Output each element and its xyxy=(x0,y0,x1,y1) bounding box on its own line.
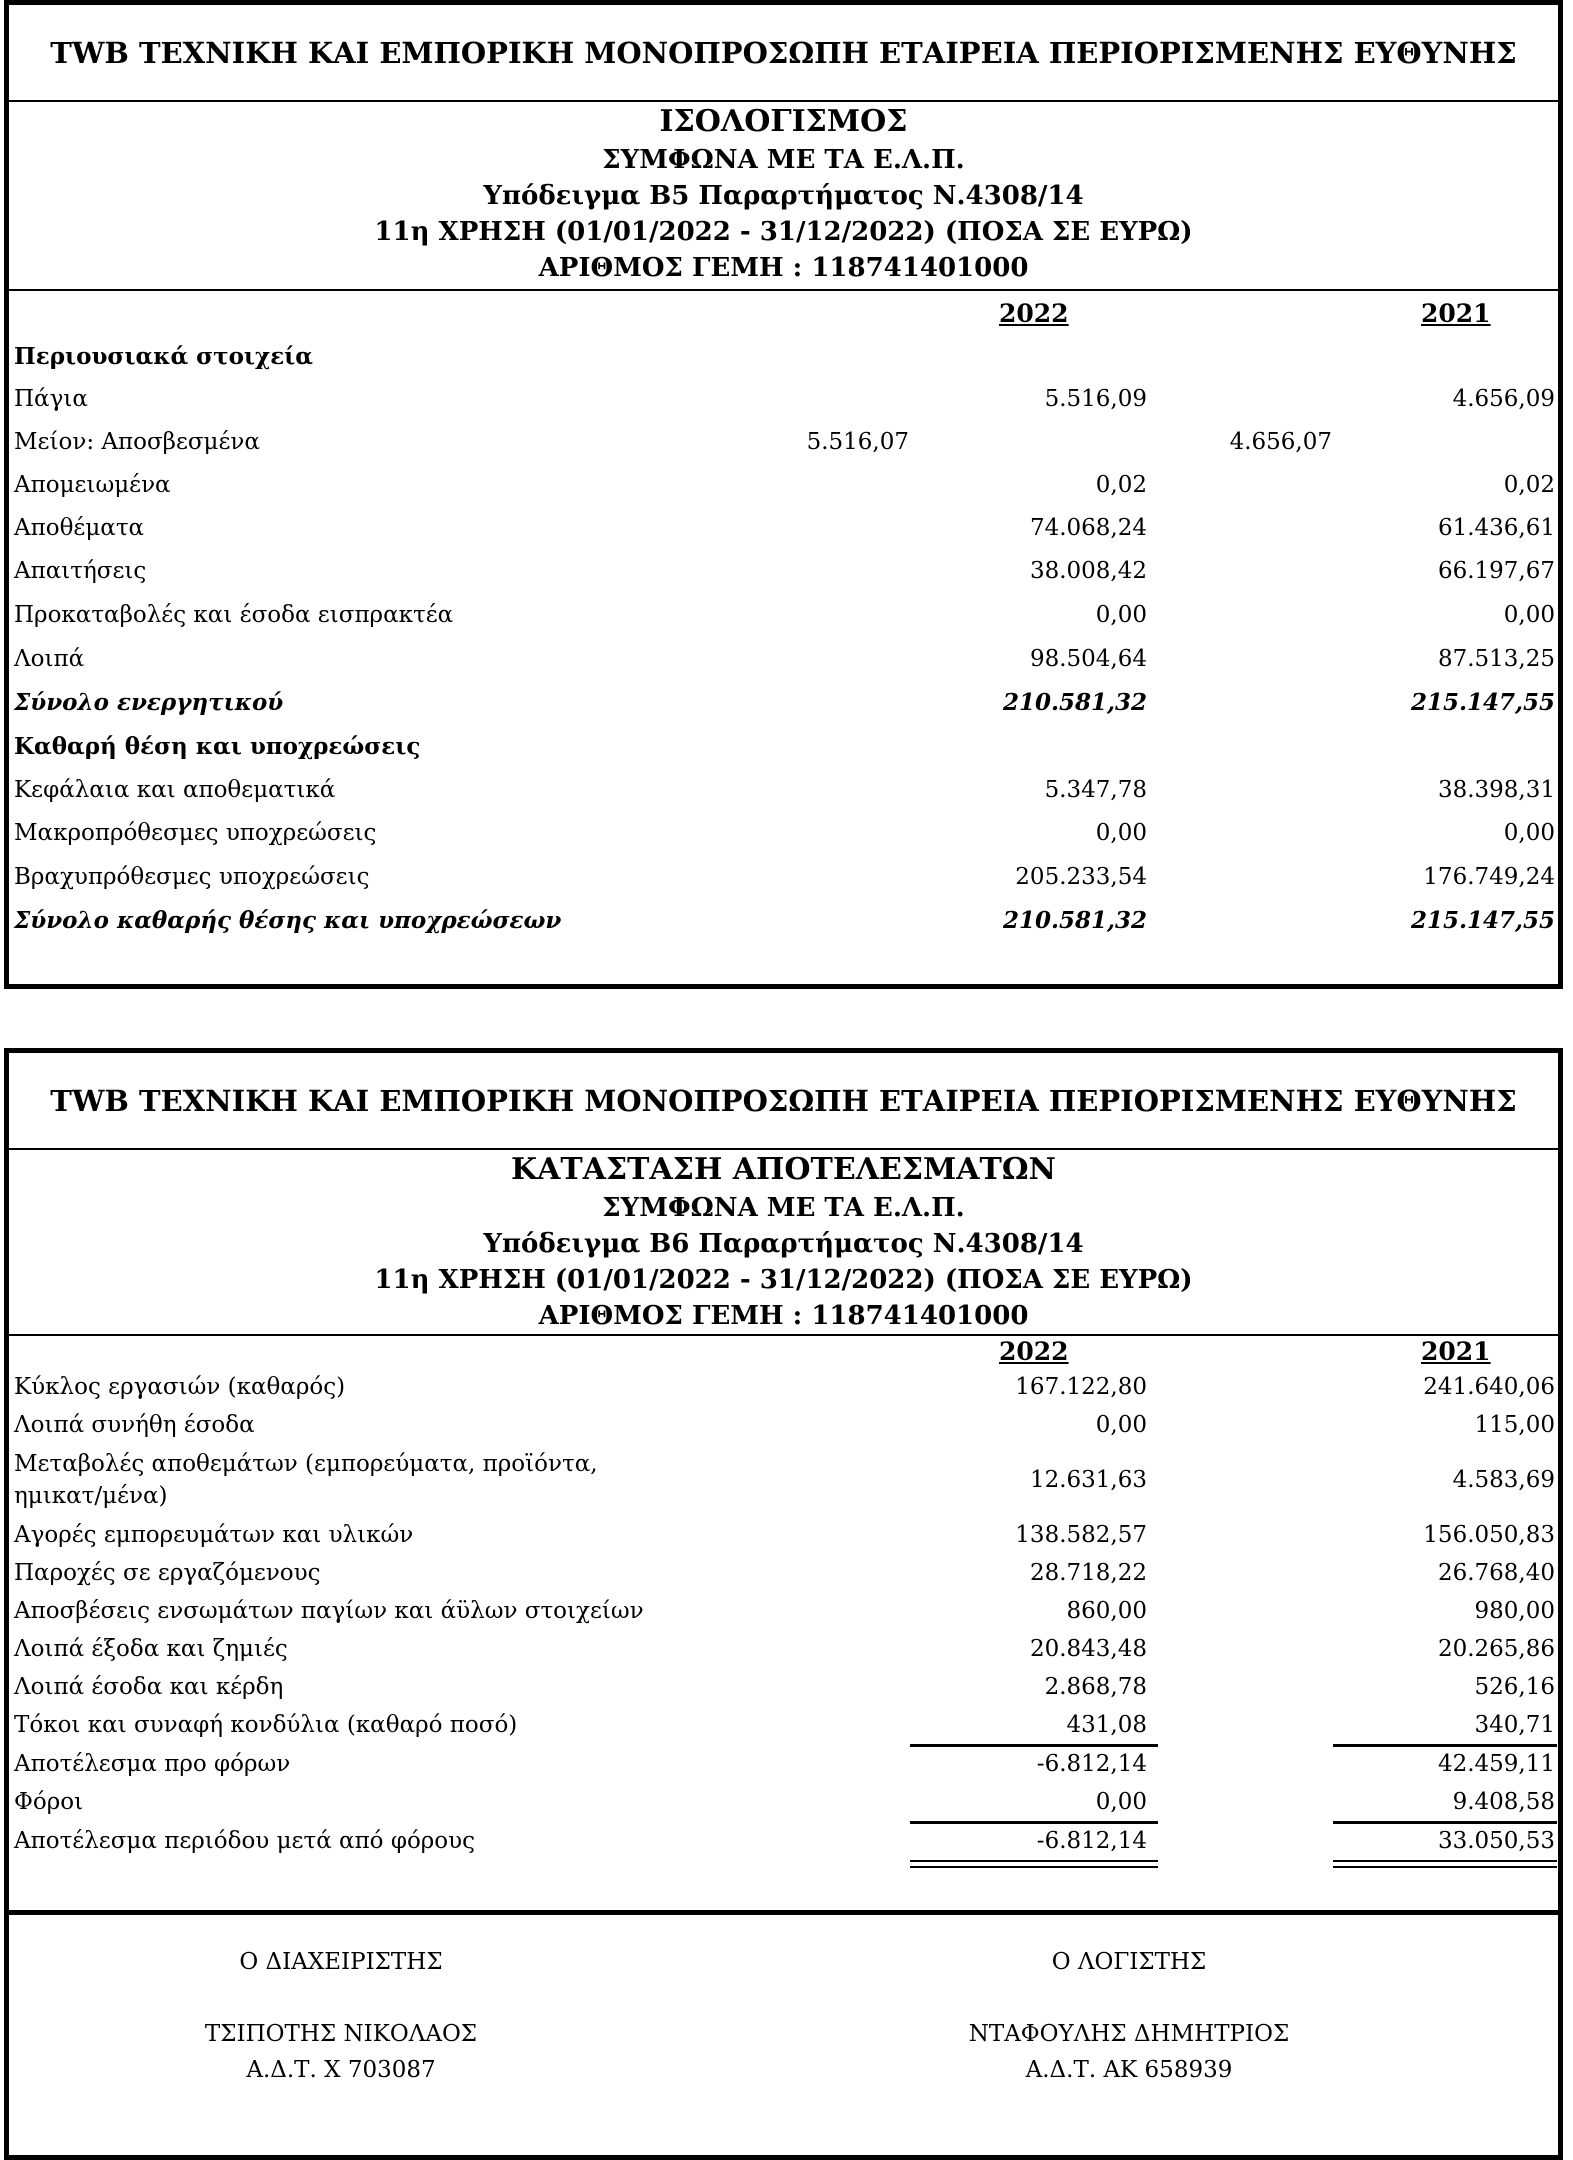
accountant-signature xyxy=(879,1946,1379,2086)
value-2022: 0,02 xyxy=(1095,472,1147,498)
balance-subtitle: ΣΥΜΦΩΝΑ ΜΕ ΤΑ Ε.Λ.Π. xyxy=(602,145,965,175)
value-2021: 176.749,24 xyxy=(1423,864,1555,890)
row-label: Αποσβέσεις ενσωμάτων παγίων και άϋλων στοιχείων xyxy=(14,1598,644,1624)
value-2022: 5.347,78 xyxy=(1044,777,1147,803)
value-2022: 0,00 xyxy=(1095,820,1147,846)
value-2022: 0,00 xyxy=(1095,602,1147,628)
total-assets-label: Σύνολο ενεργητικού xyxy=(14,689,284,716)
total-assets-2022: 210.581,32 xyxy=(1002,689,1147,716)
table-row xyxy=(9,507,1558,550)
row-label-line1: Μεταβολές αποθεμάτων (εμπορεύματα, προϊόντα, xyxy=(14,1451,598,1477)
row-label: Αποτέλεσμα περιόδου μετά από φόρους xyxy=(14,1828,476,1854)
value-2021: 26.768,40 xyxy=(1437,1560,1555,1586)
income-model: Υπόδειγμα Β6 Παραρτήματος Ν.4308/14 xyxy=(483,1229,1084,1259)
table-row xyxy=(9,856,1558,899)
accountant-id: Α.Δ.Τ. ΑΚ 658939 xyxy=(1025,2057,1233,2083)
value-2022: 98.504,64 xyxy=(1029,646,1147,672)
manager-id: Α.Δ.Τ. Χ 703087 xyxy=(246,2057,436,2083)
value-2022: 138.582,57 xyxy=(1015,1522,1147,1548)
table-row xyxy=(9,464,1558,507)
value-2021: 980,00 xyxy=(1474,1598,1555,1624)
table-row xyxy=(9,1406,1558,1444)
value-2021: 241.640,06 xyxy=(1423,1374,1555,1400)
manager-title: Ο ΔΙΑΧΕΙΡΙΣΤΗΣ xyxy=(239,1949,443,1975)
year-2021: 2021 xyxy=(1421,299,1491,328)
table-row xyxy=(9,1368,1558,1406)
income-subtitle: ΣΥΜΦΩΝΑ ΜΕ ΤΑ Ε.Λ.Π. xyxy=(602,1193,965,1223)
row-label: Λοιπά έσοδα και κέρδη xyxy=(14,1674,284,1700)
row-label: Λοιπά έξοδα και ζημιές xyxy=(14,1636,288,1662)
value-2022: 431,08 xyxy=(1066,1712,1147,1738)
subvalue-2022: 5.516,07 xyxy=(806,429,909,455)
row-label: Κύκλος εργασιών (καθαρός) xyxy=(14,1374,346,1400)
table-row xyxy=(9,550,1558,593)
row-label: Προκαταβολές και έσοδα εισπρακτέα xyxy=(14,602,454,628)
row-label: Πάγια xyxy=(14,386,88,412)
value-2022: -6.812,14 xyxy=(1036,1828,1147,1854)
row-label: Παροχές σε εργαζόμενους xyxy=(14,1560,321,1586)
income-title: ΚΑΤΑΣΤΑΣΗ ΑΠΟΤΕΛΕΣΜΑΤΩΝ xyxy=(511,1152,1056,1187)
accountant-title: Ο ΛΟΓΙΣΤΗΣ xyxy=(1051,1949,1207,1975)
assets-heading: Περιουσιακά στοιχεία xyxy=(14,343,313,370)
manager-signature xyxy=(91,1946,591,2086)
year-2022: 2022 xyxy=(999,1337,1069,1366)
table-row xyxy=(9,1516,1558,1554)
value-2021: 0,00 xyxy=(1503,820,1555,846)
table-row xyxy=(9,421,1558,464)
row-label: Μείον: Αποσβεσμένα xyxy=(14,429,260,455)
row-label: Αποτέλεσμα προ φόρων xyxy=(14,1751,291,1777)
value-2022: 12.631,63 xyxy=(1029,1467,1147,1493)
table-row xyxy=(9,812,1558,855)
value-2022: 167.122,80 xyxy=(1015,1374,1147,1400)
value-2021: 42.459,11 xyxy=(1437,1751,1555,1777)
year-2022: 2022 xyxy=(999,299,1069,328)
row-label: Βραχυπρόθεσμες υποχρεώσεις xyxy=(14,864,370,890)
company-name: TWB ΤΕΧΝΙΚΗ ΚΑΙ ΕΜΠΟΡΙΚΗ ΜΟΝΟΠΡΟΣΩΠΗ ΕΤΑΙΡΕΙΑ ΠΕΡΙΟΡΙΣΜΕΝΗΣ ΕΥΘΥΝΗΣ xyxy=(9,1053,1558,1150)
value-2022: 5.516,09 xyxy=(1044,386,1147,412)
total-assets-2021: 215.147,55 xyxy=(1410,689,1555,716)
income-header xyxy=(9,1150,1558,1336)
double-rule-2021 xyxy=(1333,1860,1557,1868)
table-row xyxy=(9,1822,1558,1860)
value-2021: 340,71 xyxy=(1474,1712,1555,1738)
value-2022: 205.233,54 xyxy=(1015,864,1147,890)
income-gemi: ΑΡΙΘΜΟΣ ΓΕΜΗ : 118741401000 xyxy=(538,1301,1029,1331)
value-2021: 9.408,58 xyxy=(1452,1789,1555,1815)
value-2021: 33.050,53 xyxy=(1437,1828,1555,1854)
balance-title: ΙΣΟΛΟΓΙΣΜΟΣ xyxy=(659,104,908,139)
row-label: Αγορές εμπορευμάτων και υλικών xyxy=(14,1522,414,1548)
table-row xyxy=(9,1630,1558,1668)
table-row xyxy=(9,1706,1558,1744)
row-label xyxy=(14,1448,598,1512)
row-label-line2: ημικατ/μένα) xyxy=(14,1483,168,1509)
row-label: Μακροπρόθεσμες υποχρεώσεις xyxy=(14,820,377,846)
value-2021: 38.398,31 xyxy=(1437,777,1555,803)
assets-heading-row xyxy=(9,335,1558,378)
year-2021: 2021 xyxy=(1421,1337,1491,1366)
value-2021: 4.583,69 xyxy=(1452,1467,1555,1493)
row-label: Αποθέματα xyxy=(14,515,145,541)
value-2021: 66.197,67 xyxy=(1437,558,1555,584)
accountant-name: ΝΤΑΦΟΥΛΗΣ ΔΗΜΗΤΡΙΟΣ xyxy=(968,2021,1290,2047)
table-row xyxy=(9,769,1558,812)
value-2022: 2.868,78 xyxy=(1044,1674,1147,1700)
value-2022: 20.843,48 xyxy=(1029,1636,1147,1662)
row-label: Απομειωμένα xyxy=(14,472,171,498)
company-name: TWB ΤΕΧΝΙΚΗ ΚΑΙ ΕΜΠΟΡΙΚΗ ΜΟΝΟΠΡΟΣΩΠΗ ΕΤΑΙΡΕΙΑ ΠΕΡΙΟΡΙΣΜΕΝΗΣ ΕΥΘΥΝΗΣ xyxy=(9,5,1558,102)
balance-year-header xyxy=(9,292,1558,335)
double-rule-2022 xyxy=(910,1860,1158,1868)
manager-name: ΤΣΙΠΟΤΗΣ ΝΙΚΟΛΑΟΣ xyxy=(204,2021,478,2047)
row-label: Απαιτήσεις xyxy=(14,558,147,584)
value-2021: 0,02 xyxy=(1503,472,1555,498)
income-period: 11η ΧΡΗΣΗ (01/01/2022 - 31/12/2022) (ΠΟΣΑ ΣΕ ΕΥΡΩ) xyxy=(374,1265,1193,1295)
value-2022: 860,00 xyxy=(1066,1598,1147,1624)
table-row xyxy=(9,638,1558,681)
value-2021: 20.265,86 xyxy=(1437,1636,1555,1662)
table-row xyxy=(9,1554,1558,1592)
total-liabilities-row xyxy=(9,899,1558,942)
table-row xyxy=(9,378,1558,421)
total-liabilities-2021: 215.147,55 xyxy=(1410,907,1555,934)
balance-gemi: ΑΡΙΘΜΟΣ ΓΕΜΗ : 118741401000 xyxy=(538,253,1029,283)
value-2021: 156.050,83 xyxy=(1423,1522,1555,1548)
total-liabilities-label: Σύνολο καθαρής θέσης και υποχρεώσεων xyxy=(14,907,562,934)
subvalue-2021: 4.656,07 xyxy=(1229,429,1332,455)
value-2022: 38.008,42 xyxy=(1029,558,1147,584)
value-2021: 115,00 xyxy=(1474,1412,1555,1438)
table-row xyxy=(9,1668,1558,1706)
value-2021: 61.436,61 xyxy=(1437,515,1555,541)
table-row xyxy=(9,1745,1558,1783)
income-year-header xyxy=(9,1336,1558,1368)
value-2022: 0,00 xyxy=(1095,1789,1147,1815)
row-label: Φόροι xyxy=(14,1789,84,1815)
value-2022: 74.068,24 xyxy=(1029,515,1147,541)
table-row xyxy=(9,1444,1558,1516)
liabilities-heading: Καθαρή θέση και υποχρεώσεις xyxy=(14,733,421,760)
row-label: Τόκοι και συναφή κονδύλια (καθαρό ποσό) xyxy=(14,1712,518,1738)
value-2021: 526,16 xyxy=(1474,1674,1555,1700)
table-row xyxy=(9,1592,1558,1630)
balance-sheet-panel xyxy=(4,0,1563,989)
value-2021: 4.656,09 xyxy=(1452,386,1555,412)
value-2022: -6.812,14 xyxy=(1036,1751,1147,1777)
row-label: Λοιπά συνήθη έσοδα xyxy=(14,1412,255,1438)
table-row xyxy=(9,1783,1558,1821)
balance-model: Υπόδειγμα Β5 Παραρτήματος Ν.4308/14 xyxy=(483,181,1084,211)
table-row xyxy=(9,594,1558,637)
income-statement-panel xyxy=(4,1048,1563,2160)
value-2022: 0,00 xyxy=(1095,1412,1147,1438)
value-2021: 87.513,25 xyxy=(1437,646,1555,672)
total-liabilities-2022: 210.581,32 xyxy=(1002,907,1147,934)
row-label: Κεφάλαια και αποθεματικά xyxy=(14,777,336,803)
total-assets-row xyxy=(9,681,1558,724)
value-2022: 28.718,22 xyxy=(1029,1560,1147,1586)
balance-header xyxy=(9,102,1558,291)
row-label: Λοιπά xyxy=(14,646,85,672)
liabilities-heading-row xyxy=(9,725,1558,768)
value-2021: 0,00 xyxy=(1503,602,1555,628)
balance-period: 11η ΧΡΗΣΗ (01/01/2022 - 31/12/2022) (ΠΟΣΑ ΣΕ ΕΥΡΩ) xyxy=(374,217,1193,247)
signature-divider xyxy=(9,1910,1558,1915)
